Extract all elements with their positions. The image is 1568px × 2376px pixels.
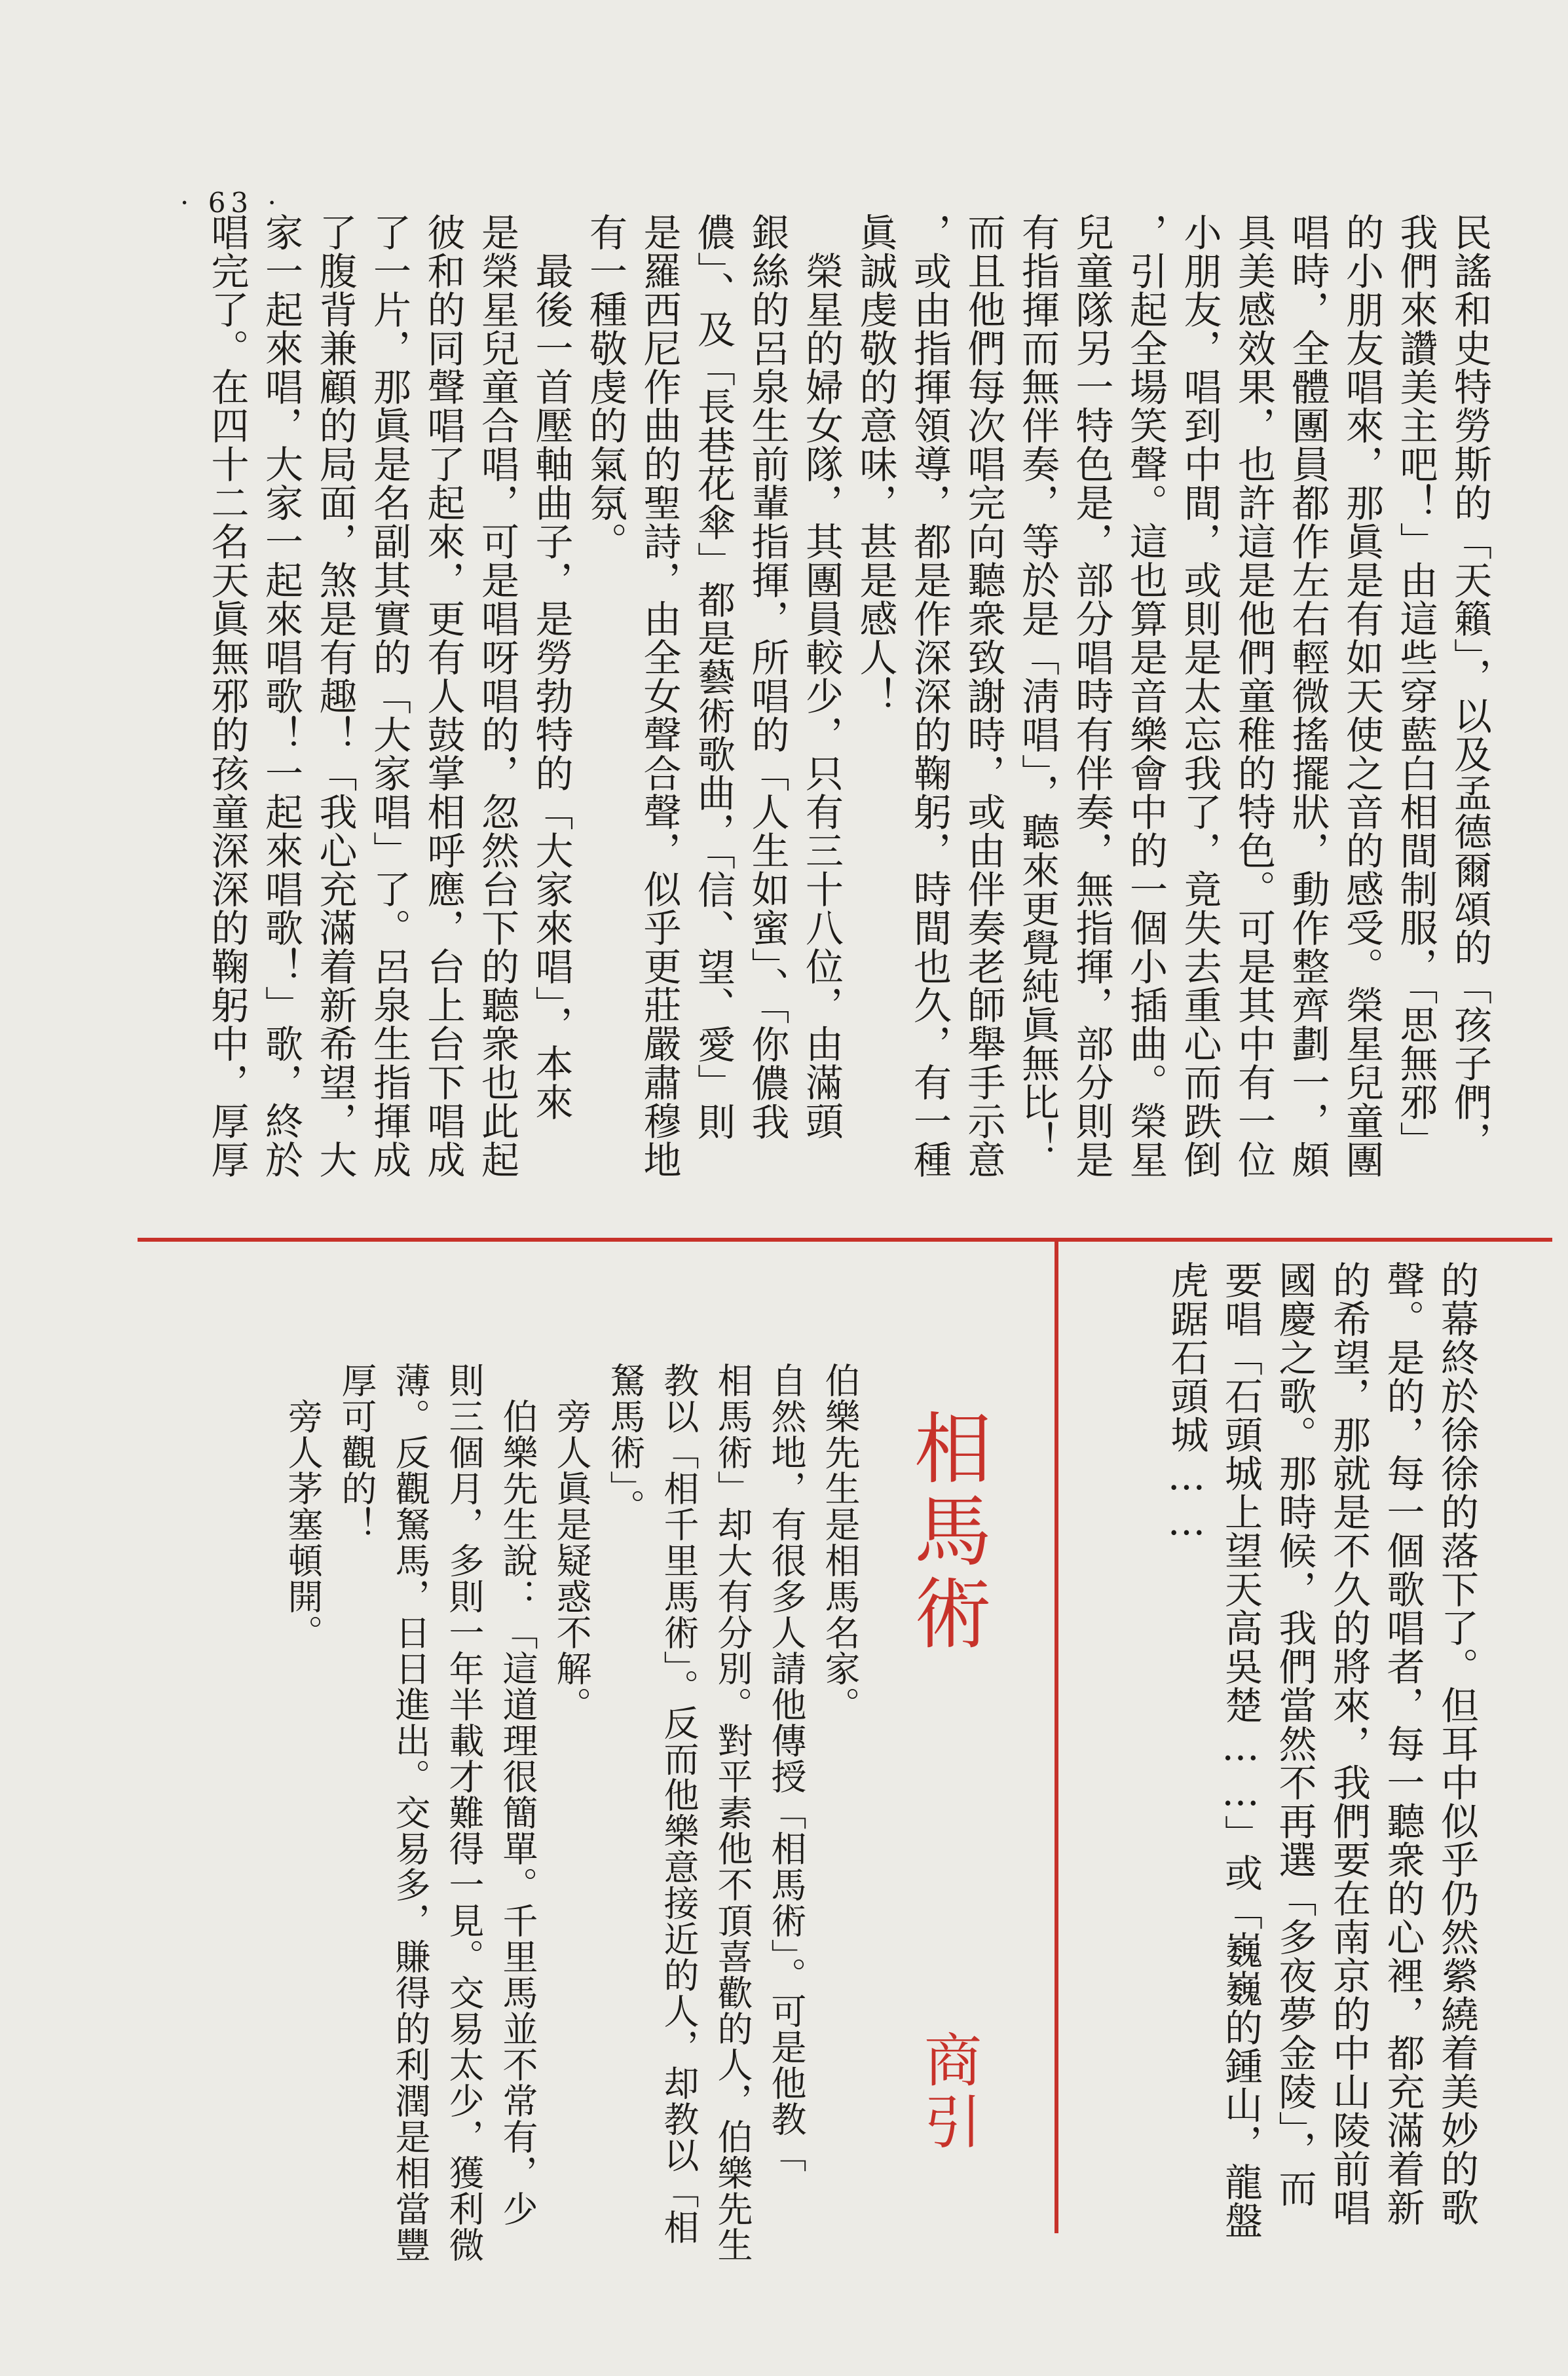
upper-text-column: 有指揮而無伴奏，等於是「淸唱」，聽來更覺純眞無比！	[1015, 213, 1060, 1160]
article-author: 商引	[915, 2030, 982, 2153]
upper-text-column: 有一種敬虔的氣氛。	[583, 213, 627, 561]
article-text-column: 厚可觀的！	[336, 1362, 377, 1542]
article-text-column: 教以「相千里馬術」。反而他樂意接近的人，却教以「相	[658, 1362, 700, 2245]
article-text-column: 駑馬術」。	[605, 1362, 646, 1525]
upper-text-column: 儂」、及「長巷花傘」都是藝術歌曲，「信、望、愛」則	[691, 213, 736, 1141]
red-horizontal-rule	[138, 1238, 1552, 1242]
upper-text-column: 彼和的同聲唱了起來，更有人鼓掌相呼應，台上台下唱成	[420, 213, 466, 1179]
article-text-column: 薄。反觀駑馬，日日進出。交易多，賺得的利潤是相當豐	[390, 1362, 431, 2263]
article-title: 相馬術	[901, 1408, 992, 1656]
article-text-column: 則三個月，多則一年半載才難得一見。交易太少，獲利微	[443, 1362, 485, 2263]
article-text-column: 伯樂先生說：「這道理很簡單。千里馬並不常有，少	[497, 1362, 538, 2227]
article-text-column: 伯樂先生是相馬名家。	[819, 1362, 861, 1722]
right-text-column: 聲。是的，每一個歌唱者，每一聽衆的心裡，都充滿着新	[1380, 1261, 1425, 2227]
upper-text-column: 小朋友，唱到中間，或則是太忘我了，竟失去重心而跌倒	[1177, 213, 1222, 1179]
upper-text-column: 具美感效果，也許這是他們童稚的特色。可是其中有一位	[1231, 213, 1276, 1179]
upper-text-column: 是榮星兒童合唱，可是唱呀唱的，忽然台下的聽衆也此起	[475, 213, 519, 1179]
upper-text-column: 的小朋友唱來，那眞是有如天使之音的感受。榮星兒童團	[1339, 213, 1384, 1179]
upper-text-column: 了一片，那眞是名副其實的「大家唱」了。呂泉生指揮成	[367, 213, 411, 1179]
upper-text-column: 兒童隊另一特色是，部分唱時有伴奏，無指揮，部分則是	[1069, 213, 1114, 1179]
article-text-column: 相馬術」却大有分別。對平素他不頂喜歡的人，伯樂先生	[712, 1362, 753, 2263]
upper-text-column: 我們來讚美主吧！」由這些穿藍白相間制服，「思無邪」	[1393, 213, 1438, 1160]
upper-text-column: ，或由指揮領導，都是作深深的鞠躬，時間也久，有一種	[907, 213, 952, 1179]
right-text-column: 要唱「石頭城上望天高吳楚……」或「巍巍的鍾山，龍盤	[1218, 1261, 1263, 2240]
right-text-column: 的幕終於徐徐的落下了。但耳中似乎仍然縈繞着美妙的歌	[1434, 1261, 1479, 2227]
page-number: · 63 ·	[180, 187, 282, 219]
upper-text-column: 眞誠虔敬的意味，甚是感人！	[853, 213, 898, 715]
article-text-column: 旁人茅塞頓開。	[282, 1362, 324, 1650]
article-text-column: 自然地，有很多人請他傳授「相馬術」。可是他教「	[766, 1362, 807, 2173]
upper-text-column: 最後一首壓軸曲子，是勞勃特的「大家來唱」，本來	[529, 213, 574, 1121]
upper-text-column: ，引起全場笑聲。這也算是音樂會中的一個小插曲。榮星	[1123, 213, 1168, 1179]
upper-text-column: 家一起來唱，大家一起來唱歌！一起來唱歌！」歌，終於	[259, 213, 303, 1179]
right-text-column: 虎踞石頭城……	[1164, 1261, 1209, 1544]
right-text-column: 的希望，那就是不久的將來，我們要在南京的中山陵前唱	[1326, 1261, 1371, 2227]
upper-text-column: 而且他們每次唱完向聽衆致謝時，或由伴奏老師舉手示意	[961, 213, 1006, 1179]
upper-text-column: 榮星的婦女隊，其團員較少，只有三十八位，由滿頭	[799, 213, 844, 1140]
upper-text-column: 唱時，全體團員都作左右輕微搖擺狀，動作整齊劃一，頗	[1285, 213, 1330, 1179]
upper-text-column: 了腹背兼顧的局面，煞是有趣！「我心充滿着新希望，大	[312, 213, 358, 1179]
red-vertical-rule	[1055, 1238, 1058, 2233]
upper-text-column: 唱完了。在四十二名天眞無邪的孩童深深的鞠躬中，厚厚	[204, 213, 250, 1179]
upper-text-column: 民謠和史特勞斯的「天籟」，以及孟德爾頌的「孩子們，	[1447, 213, 1492, 1160]
upper-text-column: 是羅西尼作曲的聖詩，由全女聲合聲，似乎更莊嚴肅穆地	[637, 213, 682, 1179]
article-text-column: 旁人眞是疑惑不解。	[551, 1362, 592, 1722]
upper-text-column: 銀絲的呂泉生前輩指揮，所唱的「人生如蜜」、「你儂我	[745, 213, 790, 1141]
right-text-column: 國慶之歌。那時候，我們當然不再選「多夜夢金陵」，而	[1272, 1261, 1317, 2208]
